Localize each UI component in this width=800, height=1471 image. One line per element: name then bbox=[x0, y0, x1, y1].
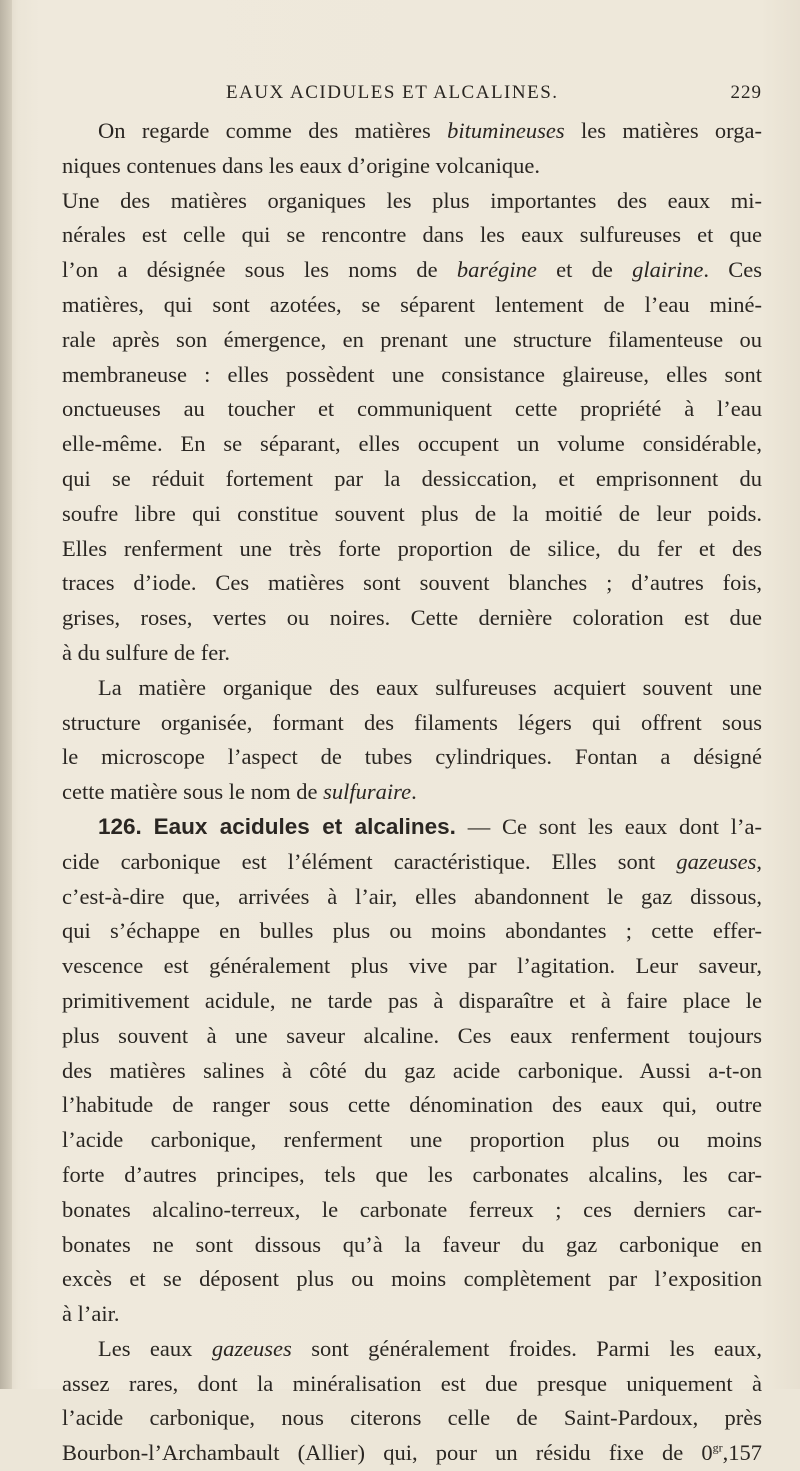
text-line: c’est-à-dire que, arrivées à l’air, elles abandonnent le gaz dissous, bbox=[62, 883, 762, 909]
section-number: 126. bbox=[98, 813, 142, 839]
text-line: qui s’échappe en bulles plus ou moins abondantes ; cette effer- bbox=[62, 918, 762, 944]
text-line: bonates alcalino-terreux, le carbonate ferreux ; ces derniers car- bbox=[62, 1196, 762, 1222]
body-text bbox=[62, 114, 762, 1471]
emphasis: glairine bbox=[632, 257, 704, 283]
text-line: le microscope l’aspect de tubes cylindriques. Fontan a désigné bbox=[62, 744, 762, 770]
text-line: matières, qui sont azotées, se séparent lentement de l’eau miné- bbox=[62, 291, 762, 317]
text-line: grises, roses, vertes ou noires. Cette dernière coloration est due bbox=[62, 605, 762, 631]
text-line: La matière organique des eaux sulfureuses acquiert souvent une bbox=[98, 674, 762, 700]
text-line: primitivement acidule, ne tarde pas à disparaître et à faire place le bbox=[62, 987, 762, 1013]
running-title: EAUX ACIDULES ET ALCALINES. bbox=[226, 82, 559, 103]
text-line: Les eaux gazeuses sont généralement froides. Parmi les eaux, bbox=[98, 1335, 762, 1361]
section-heading-line: 126. Eaux acidules et alcalines. — Ce sont les eaux dont l’a- bbox=[98, 813, 763, 839]
text-line: Bourbon-l’Archambault (Allier) qui, pour un résidu fixe de $0^{gr},157$ bbox=[62, 1440, 762, 1466]
text-line: niques contenues dans les eaux d’origine volcanique. bbox=[62, 152, 540, 178]
text-line: soufre libre qui constitue souvent plus de la moitié de leur poids. bbox=[62, 500, 762, 526]
text-line: On regarde comme des matières bitumineuses les matières orga- bbox=[98, 118, 762, 143]
page-gutter bbox=[0, 0, 12, 1389]
text-line: l’on a désignée sous les noms de barégine et de glairine. Ces bbox=[62, 257, 762, 283]
text-line: cette matière sous le nom de sulfuraire. bbox=[62, 779, 417, 805]
text-line: l’acide carbonique, nous citerons celle de Saint-Pardoux, près bbox=[62, 1405, 762, 1431]
text-line: Elles renferment une très forte proportion de silice, du fer et des bbox=[62, 535, 762, 561]
text-line: elle-même. En se séparant, elles occupent un volume considérable, bbox=[62, 431, 762, 457]
text-line: rale après son émergence, en prenant une structure filamenteuse ou bbox=[62, 326, 762, 352]
text-line: structure organisée, formant des filaments légers qui offrent sous bbox=[62, 709, 762, 735]
text-line: forte d’autres principes, tels que les carbonates alcalins, les car- bbox=[62, 1161, 762, 1187]
page-header bbox=[226, 82, 762, 112]
unit-superscript: gr bbox=[712, 1440, 723, 1455]
text-line: à l’air. bbox=[62, 1301, 120, 1327]
text-line: l’habitude de ranger sous cette dénomination des eaux qui, outre bbox=[62, 1092, 762, 1118]
emphasis: gazeuses bbox=[676, 848, 757, 874]
emphasis: bitumineuses bbox=[447, 118, 565, 143]
text-line: plus souvent à une saveur alcaline. Ces eaux renferment toujours bbox=[62, 1022, 762, 1048]
text-line: l’acide carbonique, renferment une proportion plus ou moins bbox=[62, 1127, 762, 1153]
text-line: vescence est généralement plus vive par l’agitation. Leur saveur, bbox=[62, 953, 762, 979]
text-line: qui se réduit fortement par la dessiccation, et emprisonnent du bbox=[62, 465, 762, 491]
emphasis: barégine bbox=[456, 257, 537, 283]
page-number: 229 bbox=[730, 82, 762, 103]
text-line: cide carbonique est l’élément caractéristique. Elles sont gazeuses, bbox=[62, 848, 762, 874]
text-line: assez rares, dont la minéralisation est due presque uniquement à bbox=[62, 1370, 762, 1396]
emphasis: sulfuraire bbox=[323, 779, 412, 805]
text-line: Une des matières organiques les plus importantes des eaux mi- bbox=[62, 187, 762, 213]
text-line: bonates ne sont dissous qu’à la faveur du gaz carbonique en bbox=[62, 1231, 762, 1257]
text-line: à du sulfure de fer. bbox=[62, 639, 231, 665]
emphasis: gazeuses bbox=[211, 1335, 292, 1361]
text-line: onctueuses au toucher et communiquent cette propriété à l’eau bbox=[62, 396, 762, 422]
section-title: Eaux acidules et alcalines. bbox=[153, 813, 456, 839]
text-line: nérales est celle qui se rencontre dans les eaux sulfureuses et que bbox=[62, 222, 762, 248]
text-line: membraneuse : elles possèdent une consistance glaireuse, elles sont bbox=[62, 361, 762, 387]
text-line: traces d’iode. Ces matières sont souvent blanches ; d’autres fois, bbox=[62, 570, 762, 596]
text-line: excès et se déposent plus ou moins complètement par l’exposition bbox=[62, 1266, 762, 1292]
text-line: des matières salines à côté du gaz acide carbonique. Aussi a-t-on bbox=[62, 1057, 762, 1083]
